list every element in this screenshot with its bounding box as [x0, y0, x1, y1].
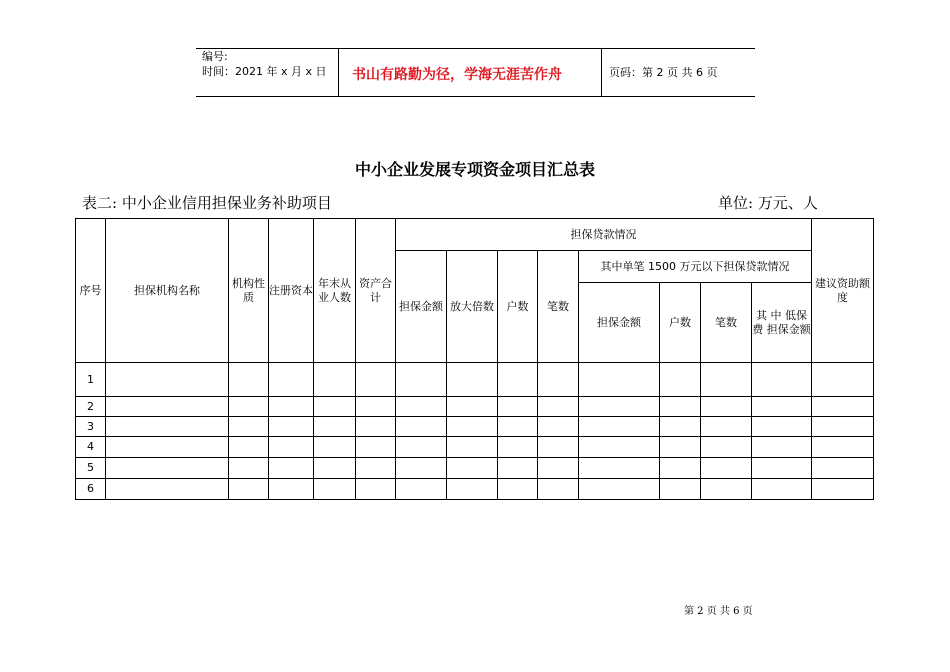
data-cell[interactable]	[538, 458, 579, 479]
data-cell[interactable]	[498, 458, 538, 479]
data-cell[interactable]	[701, 397, 752, 417]
row-number-cell: 1	[76, 363, 106, 397]
data-cell[interactable]	[579, 458, 660, 479]
table-row	[76, 437, 874, 458]
unit-label: 单位: 万元、人	[718, 194, 818, 212]
data-cell[interactable]	[356, 437, 396, 458]
data-cell[interactable]	[106, 417, 229, 437]
data-cell[interactable]	[106, 363, 229, 397]
data-cell[interactable]	[660, 363, 701, 397]
data-cell[interactable]	[538, 479, 579, 500]
data-cell[interactable]	[812, 363, 874, 397]
data-cell[interactable]	[396, 417, 447, 437]
data-cell[interactable]	[579, 363, 660, 397]
data-cell[interactable]	[660, 417, 701, 437]
page-code: 页码：第 2 页 共 6 页	[609, 66, 718, 79]
summary-table	[75, 218, 874, 500]
data-cell[interactable]	[229, 363, 269, 397]
data-cell[interactable]	[314, 458, 356, 479]
data-cell[interactable]	[660, 458, 701, 479]
data-cell[interactable]	[356, 458, 396, 479]
data-cell[interactable]	[538, 437, 579, 458]
header-small-guarantee-amount: 担保金额	[579, 283, 660, 363]
data-cell[interactable]	[269, 417, 314, 437]
data-cell[interactable]	[579, 479, 660, 500]
header-guarantee-loan-group: 担保贷款情况	[396, 219, 812, 251]
data-cell[interactable]	[447, 479, 498, 500]
data-cell[interactable]	[752, 417, 812, 437]
data-cell[interactable]	[447, 417, 498, 437]
data-cell[interactable]	[579, 417, 660, 437]
header-divider-left	[338, 48, 339, 96]
data-cell[interactable]	[498, 417, 538, 437]
data-cell[interactable]	[269, 363, 314, 397]
data-cell[interactable]	[229, 417, 269, 437]
header-low-fee-amount: 其 中 低保 费 担保金额	[752, 283, 812, 363]
header-households: 户数	[498, 251, 538, 363]
data-cell[interactable]	[538, 397, 579, 417]
data-cell[interactable]	[498, 437, 538, 458]
data-cell[interactable]	[356, 397, 396, 417]
table-subtitle: 表二: 中小企业信用担保业务补助项目	[82, 194, 332, 212]
data-cell[interactable]	[314, 397, 356, 417]
header-small-loan-count: 笔数	[701, 283, 752, 363]
data-cell[interactable]	[269, 458, 314, 479]
data-cell[interactable]	[356, 479, 396, 500]
header-top-rule	[196, 48, 755, 49]
data-cell[interactable]	[752, 458, 812, 479]
data-cell[interactable]	[660, 479, 701, 500]
document-date: 时间：2021 年 x 月 x 日	[202, 65, 327, 78]
header-registered-capital: 注册资本	[269, 219, 314, 363]
header-institution-name: 担保机构名称	[106, 219, 229, 363]
data-cell[interactable]	[812, 397, 874, 417]
data-cell[interactable]	[579, 437, 660, 458]
data-cell[interactable]	[314, 363, 356, 397]
header-loan-count: 笔数	[538, 251, 579, 363]
data-cell[interactable]	[447, 363, 498, 397]
row-number-cell: 6	[76, 479, 106, 500]
header-multiple: 放大倍数	[447, 251, 498, 363]
data-cell[interactable]	[498, 479, 538, 500]
table-row	[76, 479, 874, 500]
header-divider-right	[601, 48, 602, 96]
data-cell[interactable]	[269, 437, 314, 458]
data-cell[interactable]	[396, 458, 447, 479]
header-small-households: 户数	[660, 283, 701, 363]
data-cell[interactable]	[579, 397, 660, 417]
document-number-label: 编号:	[202, 50, 228, 63]
row-number-cell: 3	[76, 417, 106, 437]
data-cell[interactable]	[106, 458, 229, 479]
data-cell[interactable]	[229, 458, 269, 479]
row-number-cell: 4	[76, 437, 106, 458]
table-row	[76, 458, 874, 479]
data-cell[interactable]	[314, 479, 356, 500]
data-cell[interactable]	[812, 479, 874, 500]
data-cell[interactable]	[498, 363, 538, 397]
page-footer: 第 2 页 共 6 页	[684, 606, 753, 617]
data-cell[interactable]	[752, 363, 812, 397]
header-small-loan-group: 其中单笔 1500 万元以下担保贷款情况	[579, 251, 812, 283]
data-cell[interactable]	[314, 417, 356, 437]
data-cell[interactable]	[356, 417, 396, 437]
data-cell[interactable]	[812, 437, 874, 458]
header-institution-nature: 机构性质	[229, 219, 269, 363]
data-cell[interactable]	[269, 397, 314, 417]
header-bottom-rule	[196, 96, 755, 97]
data-cell[interactable]	[396, 397, 447, 417]
data-cell[interactable]	[538, 417, 579, 437]
data-cell[interactable]	[396, 363, 447, 397]
data-cell[interactable]	[498, 397, 538, 417]
data-cell[interactable]	[660, 397, 701, 417]
data-cell[interactable]	[229, 437, 269, 458]
data-cell[interactable]	[106, 397, 229, 417]
page-title: 中小企业发展专项资金项目汇总表	[354, 160, 595, 179]
table-row	[76, 417, 874, 437]
header-guarantee-amount: 担保金额	[396, 251, 447, 363]
data-cell[interactable]	[752, 479, 812, 500]
header-motto: 书山有路勤为径，学海无涯苦作舟	[352, 67, 562, 83]
header-total-assets: 资产合计	[356, 219, 396, 363]
header-seq: 序号	[76, 219, 106, 363]
data-cell[interactable]	[106, 479, 229, 500]
row-number-cell: 5	[76, 458, 106, 479]
data-cell[interactable]	[701, 363, 752, 397]
data-cell[interactable]	[447, 397, 498, 417]
data-cell[interactable]	[314, 437, 356, 458]
data-cell[interactable]	[229, 479, 269, 500]
table-row	[76, 397, 874, 417]
data-cell[interactable]	[701, 479, 752, 500]
table-body	[76, 363, 874, 500]
row-number-cell: 2	[76, 397, 106, 417]
data-cell[interactable]	[447, 437, 498, 458]
data-cell[interactable]	[752, 437, 812, 458]
data-cell[interactable]	[356, 363, 396, 397]
data-cell[interactable]	[660, 437, 701, 458]
data-cell[interactable]	[812, 458, 874, 479]
header-suggested-subsidy: 建议资助额度	[812, 219, 874, 363]
data-cell[interactable]	[812, 417, 874, 437]
data-cell[interactable]	[447, 458, 498, 479]
data-cell[interactable]	[106, 437, 229, 458]
data-cell[interactable]	[229, 397, 269, 417]
data-cell[interactable]	[701, 417, 752, 437]
data-cell[interactable]	[701, 437, 752, 458]
table-row	[76, 363, 874, 397]
header-staff-count: 年末从业人数	[314, 219, 356, 363]
data-cell[interactable]	[269, 479, 314, 500]
data-cell[interactable]	[752, 397, 812, 417]
data-cell[interactable]	[701, 458, 752, 479]
data-cell[interactable]	[538, 363, 579, 397]
data-cell[interactable]	[396, 479, 447, 500]
data-cell[interactable]	[396, 437, 447, 458]
